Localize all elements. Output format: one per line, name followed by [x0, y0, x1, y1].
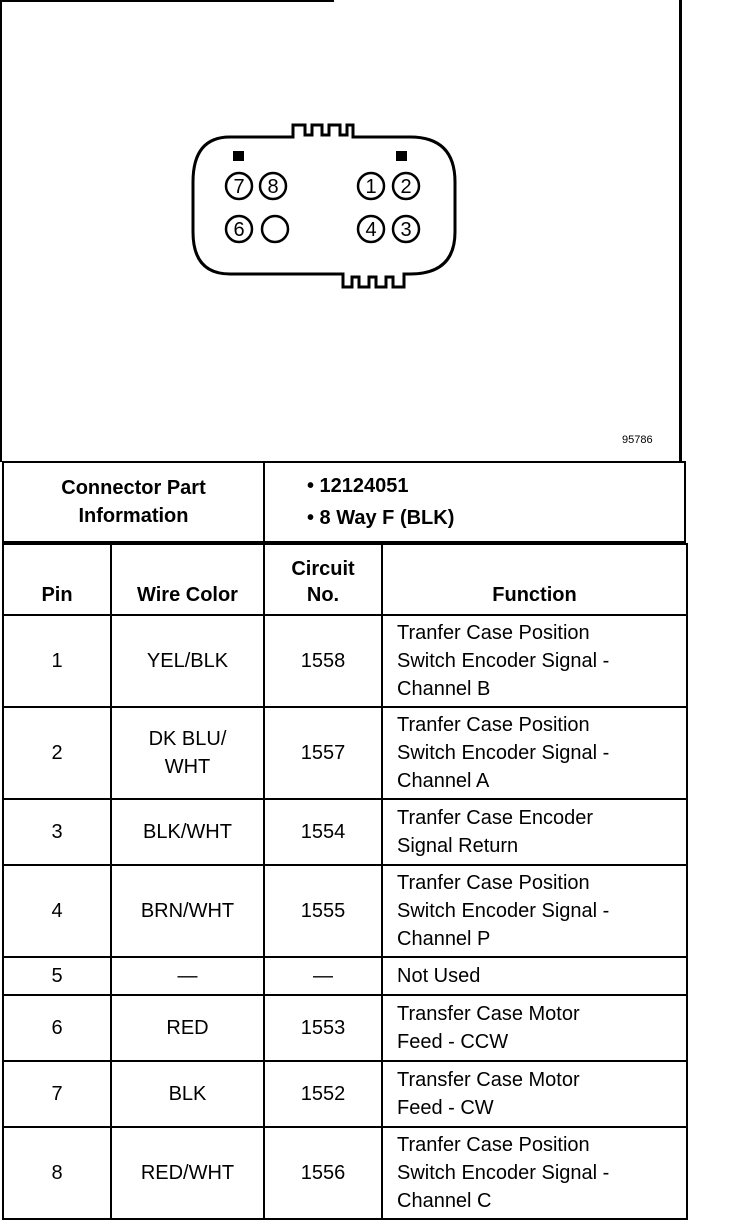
circuit-cell: 1554	[264, 799, 382, 865]
pin-4-label: 4	[365, 219, 377, 241]
wire-color-cell: BLK	[111, 1061, 264, 1127]
wire-color-cell: —	[111, 957, 264, 995]
table-row	[3, 865, 687, 957]
circuit-cell: 1553	[264, 995, 382, 1061]
header-function: Function	[382, 544, 687, 615]
pin-6-label: 6	[233, 219, 245, 241]
wire-color-cell: BLK/WHT	[111, 799, 264, 865]
connector-info-label	[3, 462, 264, 542]
function-cell: Tranfer Case Position Switch Encoder Signal - Channel A	[382, 707, 687, 799]
pin-8-label: 8	[267, 176, 279, 198]
pin-7	[226, 173, 252, 199]
pin-8	[260, 173, 286, 199]
pin-cell: 2	[3, 707, 111, 799]
function-cell: Tranfer Case Encoder Signal Return	[382, 799, 687, 865]
pin-cell: 7	[3, 1061, 111, 1127]
circuit-cell: 1552	[264, 1061, 382, 1127]
function-cell: Tranfer Case Position Switch Encoder Signal - Channel P	[382, 865, 687, 957]
function-cell: Transfer Case Motor Feed - CCW	[382, 995, 687, 1061]
pin-table-header	[3, 544, 687, 615]
wire-color-cell: RED	[111, 995, 264, 1061]
table-row	[3, 1061, 687, 1127]
pin-5	[262, 216, 288, 242]
header-circuit-line2: No.	[306, 584, 340, 606]
circuit-cell: 1556	[264, 1127, 382, 1219]
pin-cell: 6	[3, 995, 111, 1061]
key-marker-left	[233, 151, 244, 161]
circuit-cell: —	[264, 957, 382, 995]
header-wire-color: Wire Color	[111, 544, 264, 615]
pin-cell: 3	[3, 799, 111, 865]
key-marker-right	[396, 151, 407, 161]
header-circuit-no	[264, 544, 382, 615]
connector-housing-outline	[193, 125, 455, 287]
table-row	[3, 615, 687, 707]
pin-4	[358, 216, 384, 242]
wire-color-cell: YEL/BLK	[111, 615, 264, 707]
connector-info-table	[2, 461, 686, 543]
pin-6	[226, 216, 252, 242]
wire-color-cell: BRN/WHT	[111, 865, 264, 957]
function-cell: Tranfer Case Position Switch Encoder Signal - Channel C	[382, 1127, 687, 1219]
pin-1	[358, 173, 384, 199]
function-cell: Transfer Case Motor Feed - CW	[382, 1061, 687, 1127]
connector-face-diagram	[0, 0, 736, 462]
table-row	[3, 957, 687, 995]
pin-cell: 5	[3, 957, 111, 995]
pin-1-label: 1	[365, 176, 377, 198]
pin-2	[393, 173, 419, 199]
connector-info-values	[264, 462, 685, 542]
function-cell: Not Used	[382, 957, 687, 995]
connector-description: • 8 Way F (BLK)	[307, 507, 455, 529]
figure-code: 95786	[622, 434, 653, 446]
table-row	[3, 707, 687, 799]
table-row	[3, 1127, 687, 1219]
header-circuit-line1: Circuit	[291, 558, 355, 580]
wire-color-cell: DK BLU/ WHT	[111, 707, 264, 799]
circuit-cell: 1558	[264, 615, 382, 707]
function-cell: Tranfer Case Position Switch Encoder Signal - Channel B	[382, 615, 687, 707]
connector-info-label-line1: Connector Part	[61, 477, 206, 499]
pin-3	[393, 216, 419, 242]
wire-color-cell: RED/WHT	[111, 1127, 264, 1219]
circuit-cell: 1555	[264, 865, 382, 957]
pin-7-label: 7	[233, 176, 245, 198]
header-pin: Pin	[3, 544, 111, 615]
pin-cell: 1	[3, 615, 111, 707]
pin-cell: 4	[3, 865, 111, 957]
pin-cell: 8	[3, 1127, 111, 1219]
connector-info-label-line2: Information	[78, 505, 189, 527]
connector-part-number: • 12124051	[307, 475, 409, 497]
pin-table	[2, 543, 688, 1220]
table-row	[3, 995, 687, 1061]
pin-2-label: 2	[400, 176, 412, 198]
table-row	[3, 799, 687, 865]
circuit-cell: 1557	[264, 707, 382, 799]
pin-3-label: 3	[400, 219, 412, 241]
